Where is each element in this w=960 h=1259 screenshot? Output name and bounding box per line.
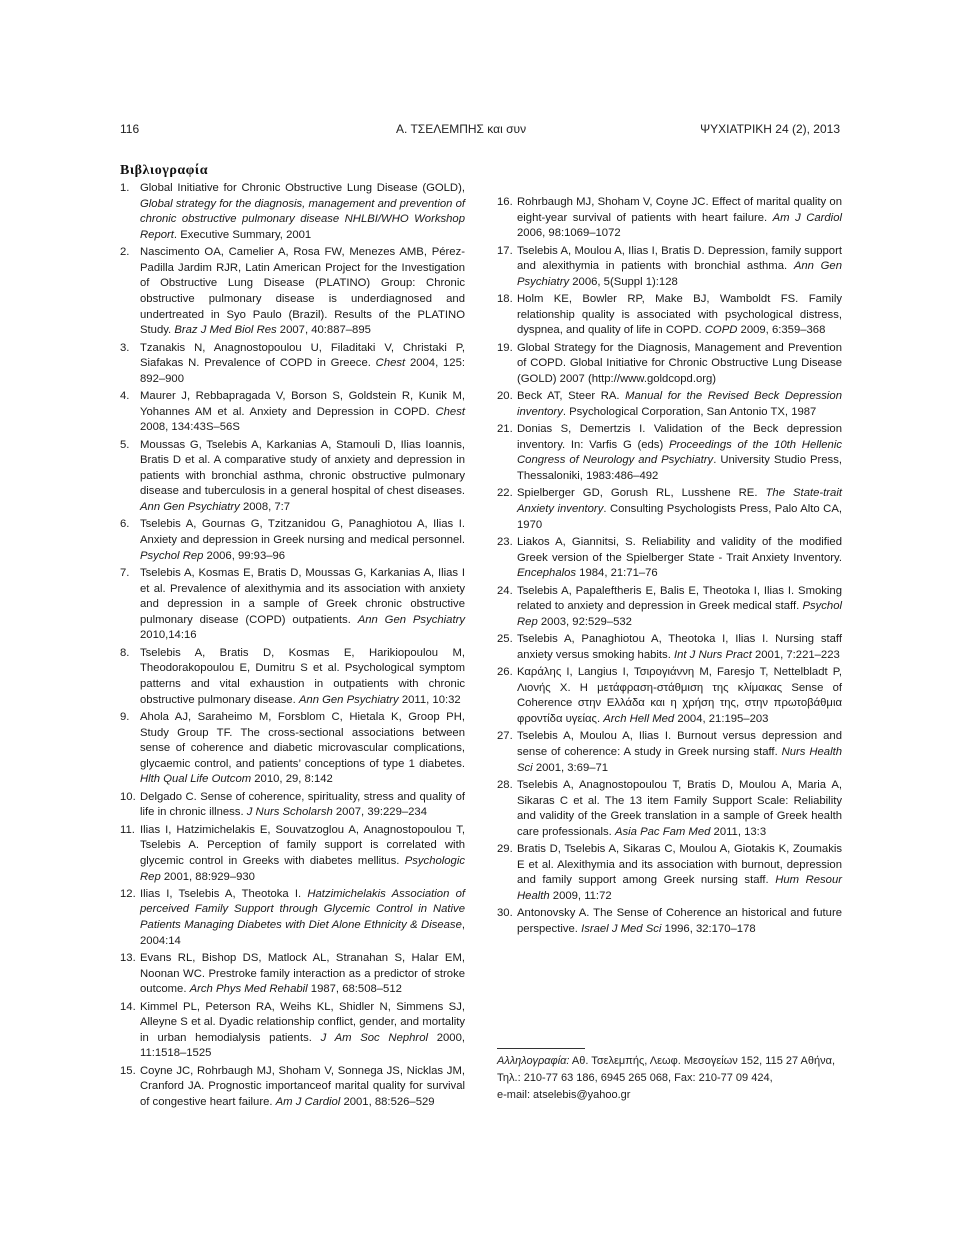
reference-source-italic: Ann Gen Psychiatry — [298, 693, 399, 706]
reference-item — [497, 389, 842, 420]
reference-source-italic: Psychologic Rep — [140, 854, 465, 883]
reference-source-italic: Am J Cardiol — [772, 211, 842, 224]
reference-text: Ilias I, Tselebis A, Theotoka I. — [140, 887, 308, 900]
reference-item — [120, 646, 465, 708]
reference-list-right — [497, 195, 842, 937]
reference-text: 2007, 39:229–234 — [332, 806, 427, 819]
reference-text: Tselebis A, Gournas G, Tzitzanidou G, Panaghiotou A, Ilias I. Anxiety and depression in Greek nursing and medical personnel. — [140, 518, 465, 547]
reference-text: 2006, 99:93–96 — [203, 549, 286, 562]
reference-number: 28. — [497, 778, 513, 791]
reference-source-italic: Chest — [375, 357, 406, 370]
reference-item — [120, 438, 465, 516]
reference-number: 6. — [120, 518, 130, 531]
reference-text: 2007, 40:887–895 — [276, 324, 371, 337]
reference-item — [497, 535, 842, 582]
reference-source-italic: Arch Hell Med — [603, 712, 675, 725]
reference-item — [120, 1000, 465, 1062]
reference-number: 18. — [497, 293, 513, 306]
reference-text: 2009, 11:72 — [549, 889, 612, 902]
reference-source-italic: J Nurs Scholarsh — [246, 806, 333, 819]
reference-text: Spielberger GD, Gorush RL, Lusshene RE. — [517, 487, 766, 500]
reference-item — [120, 181, 465, 243]
reference-item — [120, 389, 465, 436]
reference-source-italic: Global strategy for the diagnosis, management and prevention of chronic obstructive pulmonary disease NHLBI/WHO Workshop Report — [140, 197, 465, 241]
reference-number: 10. — [120, 790, 136, 803]
reference-text: 1987, 68:508–512 — [307, 983, 402, 996]
reference-number: 24. — [497, 584, 513, 597]
reference-text: Tselebis A, Bratis D, Kosmas E, Harikiopoulou M, Theodorakopoulou E, Dumitru S et al. Psychological symptom patterns and vital exhaustion in outpatients with chronic obstructive pulmonary disease. — [140, 646, 465, 706]
reference-text: Liakos A, Giannitsi, S. Reliability and validity of the modified Greek version of the Spielberger State - Trait Anxiety Inventory. — [517, 536, 842, 564]
reference-number: 19. — [497, 341, 513, 354]
reference-text: Coyne JC, Rohrbaugh MJ, Shoham V, Sonnega JS, Nicklas JM, Cranford JA. Prognostic importanceof marital quality for survival of congestive heart failure. — [140, 1064, 465, 1108]
reference-text: Tselebis A, Papaleftheris E, Balis E, Theotoka I, Ilias I. Smoking related to anxiety and depression in Greek medical staff. — [517, 584, 842, 613]
reference-number: 20. — [497, 390, 513, 403]
reference-item — [497, 665, 842, 727]
reference-source-italic: Psychol Rep — [140, 549, 204, 562]
reference-number: 2. — [120, 246, 130, 259]
reference-item — [120, 710, 465, 788]
reference-number: 30. — [497, 907, 513, 920]
reference-text: Evans RL, Bishop DS, Matlock AL, Stranahan S, Halar EM, Noonan WC. Prestroke family interaction as a predictor of stroke outcome. — [140, 952, 465, 996]
reference-source-italic: Int J Nurs Pract — [673, 648, 752, 661]
reference-item — [497, 341, 842, 388]
reference-item — [497, 244, 842, 291]
reference-number: 22. — [497, 487, 513, 500]
running-header-journal: ΨΥΧΙΑΤΡΙΚΗ 24 (2), 2013 — [700, 122, 840, 136]
reference-source-italic: Hum Resour Health — [517, 874, 842, 902]
running-header-authors: Α. ΤΣΕΛΕΜΠΗΣ και συν — [396, 122, 527, 136]
reference-text: 2004, 125: 892–900 — [140, 357, 465, 385]
reference-number: 4. — [120, 390, 130, 403]
reference-number: 16. — [497, 196, 513, 208]
reference-text: 2001, 88:526–529 — [340, 1096, 435, 1108]
reference-number: 25. — [497, 633, 513, 646]
reference-text: 2001, 3:69–71 — [532, 761, 609, 774]
reference-number: 3. — [120, 341, 130, 354]
reference-source-italic: Chest — [435, 405, 465, 418]
reference-text: Bratis D, Tselebis A, Sikaras C, Moulou A, Giotakis K, Zoumakis E et al. Alexithymia and its association with burnout, depression and family support among Greek nursing staff. — [517, 843, 842, 887]
reference-text: . University Studio Press, Thessaloniki, 1983:486–492 — [517, 454, 842, 483]
reference-source-italic: Ann Gen Psychiatry — [517, 260, 842, 288]
reference-source-italic: COPD — [704, 324, 738, 337]
reference-number: 15. — [120, 1064, 136, 1077]
reference-item — [120, 951, 465, 998]
reference-source-italic: Arch Phys Med Rehabil — [189, 983, 308, 996]
reference-source-italic: J Am Soc Nephrol — [320, 1031, 428, 1044]
reference-text: Beck AT, Steer RA. — [517, 390, 626, 403]
reference-number: 17. — [497, 244, 513, 257]
reference-number: 13. — [120, 952, 136, 965]
reference-source-italic: Israel J Med Sci — [581, 922, 662, 935]
reference-item — [120, 517, 465, 564]
reference-text: 2001, 88:929–930 — [160, 870, 255, 883]
page-number: 116 — [120, 122, 140, 136]
reference-number: 12. — [120, 887, 136, 900]
reference-item — [497, 778, 842, 840]
reference-number: 21. — [497, 423, 513, 436]
reference-text: Tselebis A, Moulou A, Ilias I. Burnout versus depression and sense of coherence: A study in Greek nursing staff. — [517, 730, 842, 758]
footnote-phone: Τηλ.: 210-77 63 186, 6945 265 068, Fax: 210-77 09 424, — [497, 1072, 773, 1084]
reference-number: 29. — [497, 843, 513, 856]
reference-text: 2008, 134:43S–56S — [140, 421, 240, 434]
reference-text: Nascimento OA, Camelier A, Rosa FW, Menezes AMB, Pérez-Padilla Jardim RJR, Latin American Project for the Investigation of Obstructive Lung Disease (PLATINO) Group: Chronic obstructive pulmonary disease is underdiagnosed and undertreated in Syo Paulo (Brazil). Results of the PLATINO Study. — [140, 246, 465, 337]
reference-item — [120, 790, 465, 821]
reference-text: 2008, 7:7 — [239, 501, 291, 514]
reference-source-italic: The State-trait Anxiety inventory — [517, 487, 842, 516]
reference-item — [497, 292, 842, 339]
reference-text: 2003, 92:529–532 — [537, 615, 632, 628]
reference-item — [497, 842, 842, 904]
reference-number: 14. — [120, 1000, 136, 1013]
reference-text: , 2004:14 — [140, 919, 465, 947]
reference-text: . Executive Summary, 2001 — [173, 228, 312, 241]
reference-number: 9. — [120, 710, 130, 723]
reference-text: Holm KE, Bowler RP, Make BJ, Wamboldt FS. Family relationship quality is associated with psychological distress, dyspnea, and quality of life in COPD. — [517, 293, 842, 337]
reference-item — [120, 341, 465, 388]
reference-text: 2006, 5(Suppl 1):128 — [569, 275, 678, 288]
reference-text: Tselebis A, Anagnostopoulou T, Bratis D, Moulou A, Maria A, Sikaras C et al. The 13 item Family Support Scale: Reliability and validity of the Greek translation in a sample of Greek health care professionals. — [517, 778, 842, 838]
footnote-email: e-mail: atselebis@yahoo.gr — [497, 1089, 631, 1101]
reference-item — [120, 823, 465, 885]
reference-source-italic: Nurs Health Sci — [517, 745, 842, 774]
reference-text: Tselebis A, Kosmas E, Bratis D, Moussas G, Karkanias A, Ilias I et al. Prevalence of alexithymia and its association with anxiety and depression in a sample of Greek chronic obstructive pulmonary disease (COPD) outpatients. — [140, 567, 465, 626]
reference-text: 1996, 32:170–178 — [661, 922, 756, 935]
reference-source-italic: Hatzimichelakis Association of perceived Family Support through Glycemic Control in Native Patients Managing Diabetes with Diet Alone Ethnicity & Disease — [140, 887, 465, 932]
reference-text: Donias S, Demertzis I. Validation of the Beck depression inventory. In: Varfis G (eds) — [517, 423, 842, 451]
reference-text: 2010, 29, 8:142 — [251, 773, 333, 786]
reference-text: Antonovsky A. The Sense of Coherence an historical and future perspective. — [517, 907, 842, 935]
reference-item — [120, 1064, 465, 1111]
reference-source-italic: Manual for the Revised Beck Depression inventory — [517, 390, 842, 418]
reference-text: Global Strategy for the Diagnosis, Management and Prevention of COPD. Global Initiative for Chronic Obstructive Lung Disease (GOLD) 2007 (http://www.goldcopd.org) — [517, 341, 842, 385]
reference-number: 23. — [497, 536, 513, 549]
reference-text: Kimmel PL, Peterson RA, Weihs KL, Shidler N, Simmens SJ, Alleyne S et al. Dyadic relationship conflict, gender, and mortality in urban hemodialysis patients. — [140, 1000, 465, 1044]
reference-text: Rohrbaugh MJ, Shoham V, Coyne JC. Effect of marital quality on eight-year survival of patients with heart failure. — [517, 196, 842, 224]
reference-source-italic: Hlth Qual Life Outcom — [140, 773, 252, 786]
reference-item — [120, 566, 465, 644]
reference-number: 11. — [120, 823, 135, 836]
reference-item — [497, 906, 842, 937]
reference-source-italic: Asia Pac Fam Med — [614, 825, 711, 838]
references-left-column — [120, 181, 465, 1112]
reference-text: Καράλης Ι, Langius I, Τσιρογιάννη Μ, Faresjo T, Nettelbladt P, Λιονής Χ. Η μετάφραση-στάθμιση της κλίμακας Sense of Coherence στην Ελλάδα και η χρήση της, στην πρωτοβάθμια φροντίδα υγείας. — [517, 666, 842, 725]
reference-number: 26. — [497, 666, 513, 679]
reference-text: 2000, 11:1518–1525 — [140, 1031, 465, 1060]
reference-source-italic: Ann Gen Psychiatry — [140, 501, 240, 514]
reference-number: 27. — [497, 730, 513, 743]
reference-source-italic: Am J Cardiol — [275, 1096, 341, 1108]
reference-number: 5. — [120, 438, 130, 451]
footnote-label: Αλληλογραφία: — [497, 1055, 570, 1067]
reference-text: Tzanakis N, Anagnostopoulou U, Filaditaki V, Christaki P, Siafakas N. Prevalence of COPD in Greece. — [140, 341, 465, 370]
footnote-rule — [497, 1048, 585, 1049]
reference-text: 2001, 7:221–223 — [751, 648, 840, 661]
reference-text: Global Initiative for Chronic Obstructive Lung Disease (GOLD), — [140, 182, 465, 194]
reference-item — [497, 729, 842, 776]
reference-number: 8. — [120, 646, 130, 659]
reference-number: 7. — [120, 567, 130, 580]
reference-text: Ilias I, Hatzimichelakis E, Souvatzoglou A, Anagnostopoulou T, Tselebis A. Perception of family support is correlated with glycemic control in Greeks with diabetes mellitus. — [140, 823, 465, 867]
reference-text: Tselebis A, Panaghiotou A, Theotoka I, Ilias I. Nursing staff anxiety versus smoking habits. — [517, 633, 842, 661]
footnote-address: Αθ. Τσελεμπής, Λεωφ. Μεσογείων 152, 115 27 Αθήνα, — [569, 1055, 836, 1067]
reference-text: 2006, 98:1069–1072 — [517, 227, 621, 240]
reference-list-left — [120, 181, 465, 1111]
reference-text: 1984, 21:71–76 — [576, 567, 658, 580]
reference-text: 2004, 21:195–203 — [674, 712, 769, 725]
reference-text: . Consulting Psychologists Press, Palo Alto CA, 1970 — [517, 503, 843, 531]
reference-item — [497, 632, 842, 663]
reference-number: 1. — [120, 182, 130, 194]
reference-text: Ahola AJ, Saraheimo M, Forsblom C, Hietala K, Groop PH, Study Group TF. The cross-sectional associations between sense of coherence and diabetic microvascular complications, glycaemic control, and patients’ conceptions of type 1 diabetes. — [140, 710, 465, 770]
reference-text: Tselebis A, Moulou A, Ilias I, Bratis D. Depression, family support and alexithymia in patients with bronchial asthma. — [517, 244, 842, 273]
reference-item — [497, 195, 842, 242]
footnote-address-line — [497, 1053, 857, 1070]
reference-text: Delgado C. Sense of coherence, spirituality, stress and quality of life in chronic illness. — [140, 790, 465, 819]
reference-text: 2010,14:16 — [140, 629, 197, 642]
reference-item — [497, 584, 842, 631]
reference-item — [120, 887, 465, 949]
reference-source-italic: Proceedings of the 10th Hellenic Congress of Neurology and Psychiatry — [517, 438, 842, 467]
reference-text: 2011, 13:3 — [710, 825, 767, 838]
reference-text: . Psychological Corporation, San Antonio TX, 1987 — [562, 405, 817, 418]
reference-source-italic: Braz J Med Biol Res — [174, 324, 277, 337]
references-right-column — [497, 195, 842, 939]
reference-text: 2011, 10:32 — [398, 693, 461, 706]
reference-source-italic: Ann Gen Psychiatry — [357, 613, 466, 626]
reference-item — [497, 422, 842, 484]
section-title: Βιβλιογραφία — [120, 163, 209, 178]
reference-item — [120, 245, 465, 339]
reference-text: 2009, 6:359–368 — [737, 324, 826, 337]
reference-item — [497, 486, 842, 533]
correspondence-footnote — [497, 1053, 857, 1104]
reference-source-italic: Encephalos — [517, 567, 577, 580]
reference-text: Maurer J, Rebbapragada V, Borson S, Goldstein R, Kunik M, Yohannes AM et al. Anxiety and Depression in COPD. — [140, 390, 465, 418]
reference-source-italic: Psychol Rep — [517, 600, 842, 628]
reference-text: Moussas G, Tselebis A, Karkanias A, Stamouli D, Ilias Ioannis, Bratis D et al. A comparative study of anxiety and depression in patients with bronchial asthma, chronic obstructive pulmonary disease and tuberculosis in a general hospital of chest diseases. — [140, 438, 465, 498]
